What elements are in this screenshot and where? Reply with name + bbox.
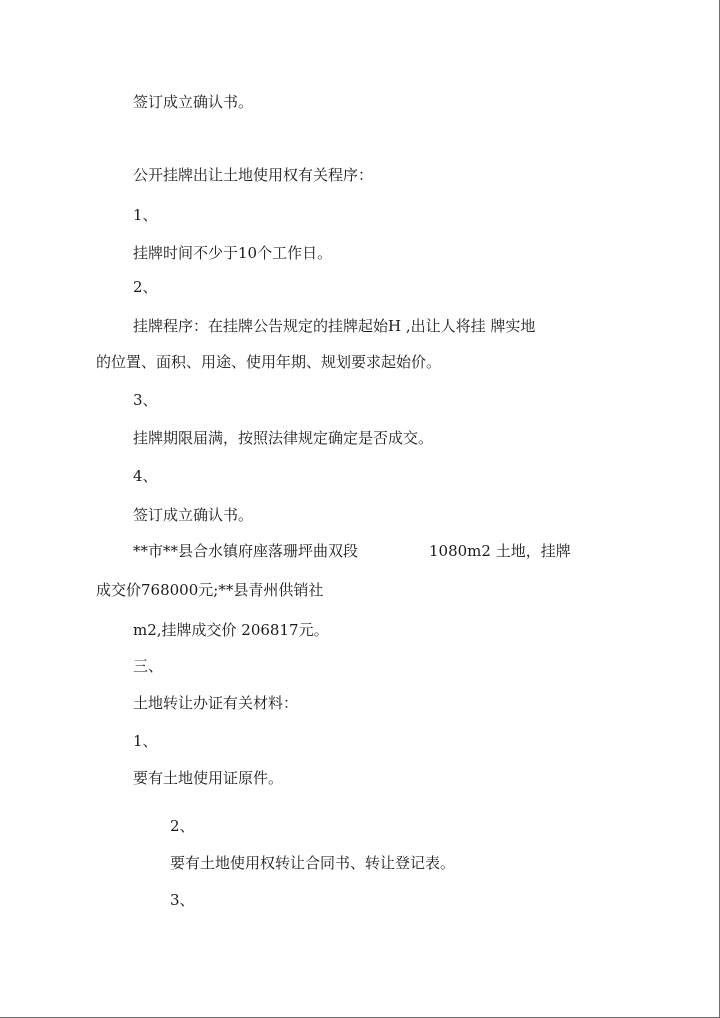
text-line: 要有土地使用权转让合同书、转让登记表。 [170, 854, 456, 872]
text-line: **市**县合水镇府座落珊坪曲双段 [133, 542, 359, 560]
section-number: 三、 [133, 657, 164, 675]
list-number: 1、 [133, 206, 158, 224]
text-line: 挂牌时间不少于10个工作日。 [133, 244, 333, 262]
list-number: 3、 [170, 891, 195, 909]
list-number: 4、 [133, 467, 158, 485]
list-number: 2、 [170, 817, 195, 835]
text-line: 要有土地使用证原件。 [133, 769, 284, 787]
text-line: m2,挂牌成交价 206817元。 [133, 621, 329, 639]
section-heading: 公开挂牌出让土地使用权有关程序： [133, 166, 374, 184]
list-number: 1、 [133, 732, 158, 750]
text-line: 成交价768000元;**县青州供销社 [96, 581, 324, 599]
text-line: 挂牌程序：在挂牌公告规定的挂牌起始H ,出让人将挂 牌实地 [133, 317, 536, 335]
text-line: 1080m2 土地，挂牌 [429, 542, 571, 560]
list-number: 3、 [133, 391, 158, 409]
list-number: 2、 [133, 278, 158, 296]
text-line: 的位置、面积、用途、使用年期、规划要求起始价。 [96, 353, 442, 371]
text-line: 签订成立确认书。 [133, 93, 254, 111]
text-line: 挂牌期限届满，按照法律规定确定是否成交。 [133, 429, 434, 447]
text-line: 签订成立确认书。 [133, 506, 254, 524]
section-heading: 土地转让办证有关材料： [133, 694, 299, 712]
